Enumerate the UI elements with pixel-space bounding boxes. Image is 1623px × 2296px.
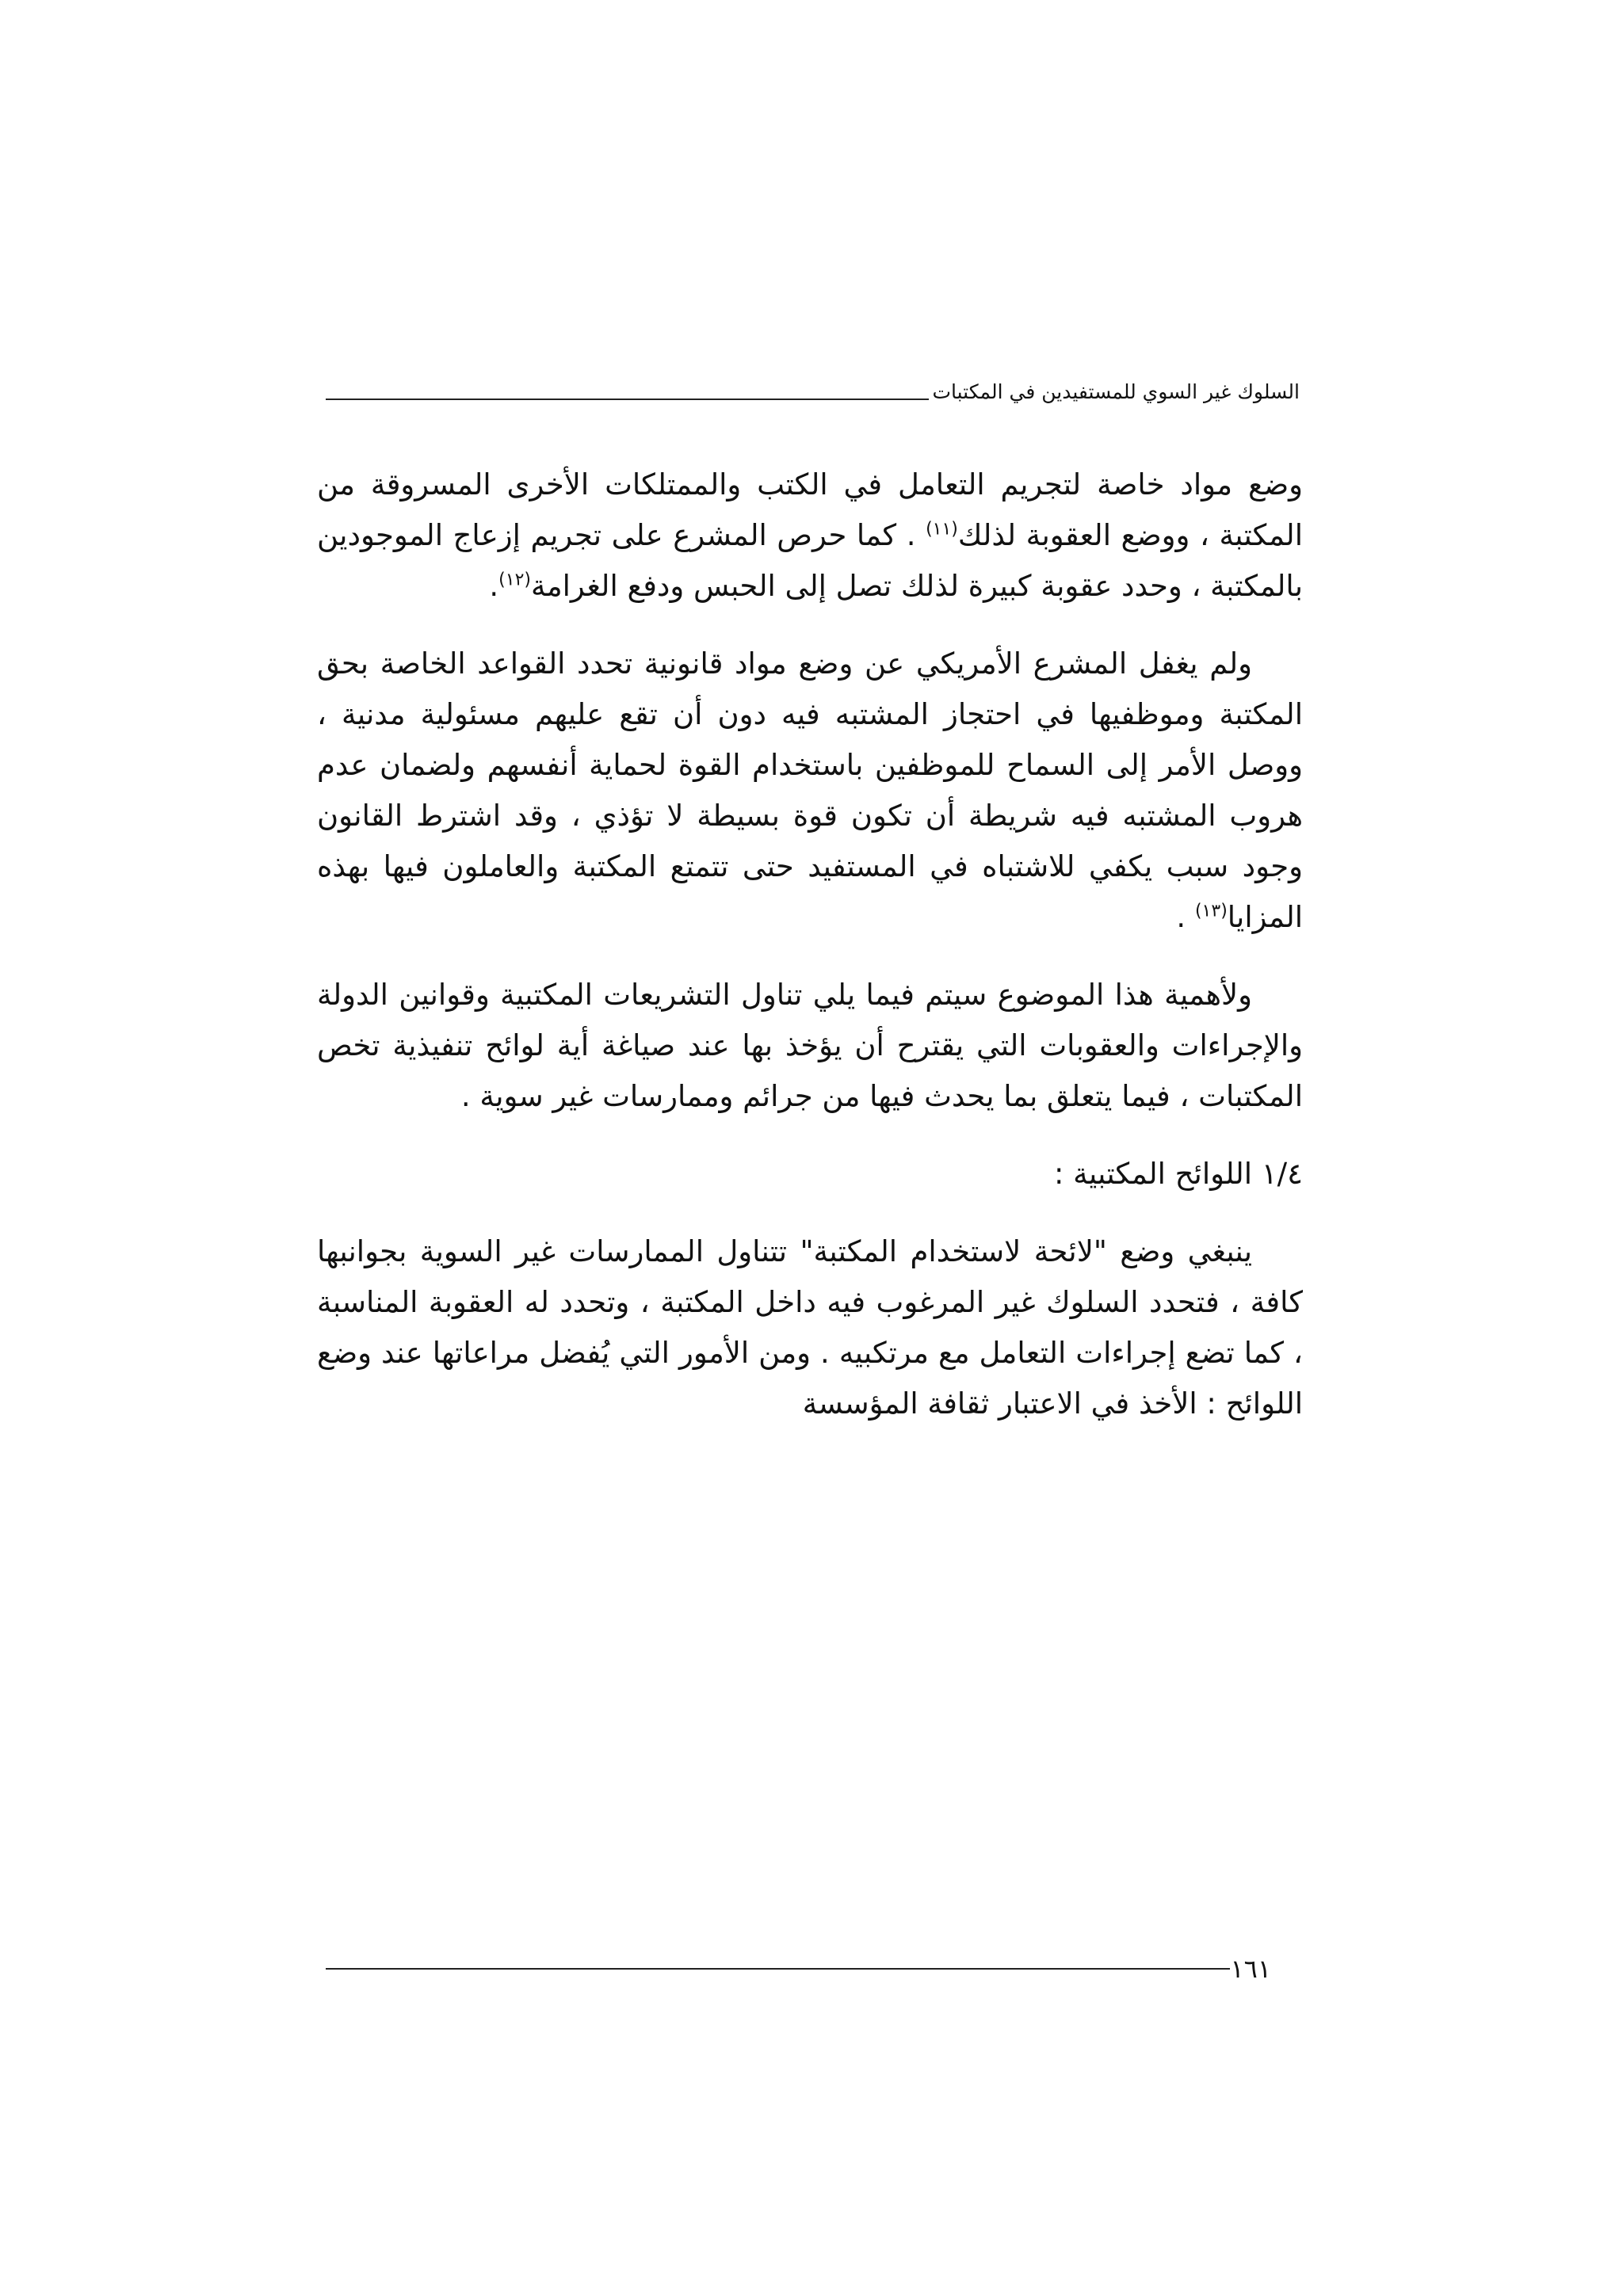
header-title: السلوك غير السوي للمستفيدين في المكتبات: [932, 380, 1300, 403]
header-rule: [326, 399, 929, 400]
paragraph-2-text-b: .: [1176, 900, 1195, 934]
section-heading: ١/٤ اللوائح المكتبية :: [1053, 1157, 1303, 1191]
footnote-ref-11: (١١): [926, 519, 958, 540]
paragraph-1-text-a: وضع مواد خاصة لتجريم التعامل في الكتب والممتلكات الأخرى المسروقة من المكتبة ، ووضع العقوبة لذلك: [317, 467, 1303, 552]
paragraph-1-text-c: .: [489, 569, 499, 603]
page-number: ١٦١: [1230, 1954, 1271, 1984]
paragraph-1: [317, 460, 1303, 612]
footer-rule: [326, 1968, 1230, 1970]
page-footer: [326, 1951, 1300, 1987]
footnote-ref-13: (١٣): [1194, 901, 1228, 921]
paragraph-3: ولأهمية هذا الموضوع سيتم فيما يلي تناول التشريعات المكتبية وقوانين الدولة والإجراءات والعقوبات التي يقترح أن يؤخذ بها عند صياغة أية لوائح تنفيذية تخص المكتبات ، فيما يتعلق بما يحدث فيها من جرائم وممارسات غير سوية .: [317, 978, 1303, 1113]
paragraph-2-text-a: ولم يغفل المشرع الأمريكي عن وضع مواد قانونية تحدد القواعد الخاصة بحق المكتبة وموظفيها في احتجاز المشتبه فيه دون أن تقع عليهم مسئولية مدنية ، ووصل الأمر إلى السماح للموظفين باستخدام القوة لحماية أنفسهم ولضمان عدم هروب المشتبه فيه شريطة أن تكون قوة بسيطة لا تؤذي ، وقد اشترط القانون وجود سبب يكفي للاشتباه في المستفيد حتى تتمتع المكتبة والعاملون فيها بهذه المزايا: [317, 646, 1303, 934]
paragraph-2: [317, 639, 1303, 943]
paragraph-4: ينبغي وضع "لائحة لاستخدام المكتبة" تتناول الممارسات غير السوية بجوانبها كافة ، فتحدد السلوك غير المرغوب فيه داخل المكتبة ، وتحدد له العقوبة المناسبة ، كما تضع إجراءات التعامل مع مرتكبيه . ومن الأمور التي يُفضل مراعاتها عند وضع اللوائح : الأخذ في الاعتبار ثقافة المؤسسة: [317, 1234, 1303, 1421]
running-header: [326, 369, 1300, 404]
body-text: [317, 460, 1303, 1456]
footnote-ref-12: (١٢): [498, 570, 531, 590]
paragraph-1-text-b: . كما حرص المشرع على تجريم إزعاج الموجودين بالمكتبة ، وحدد عقوبة كبيرة لذلك تصل إلى الحبس ودفع الغرامة: [317, 518, 1303, 603]
